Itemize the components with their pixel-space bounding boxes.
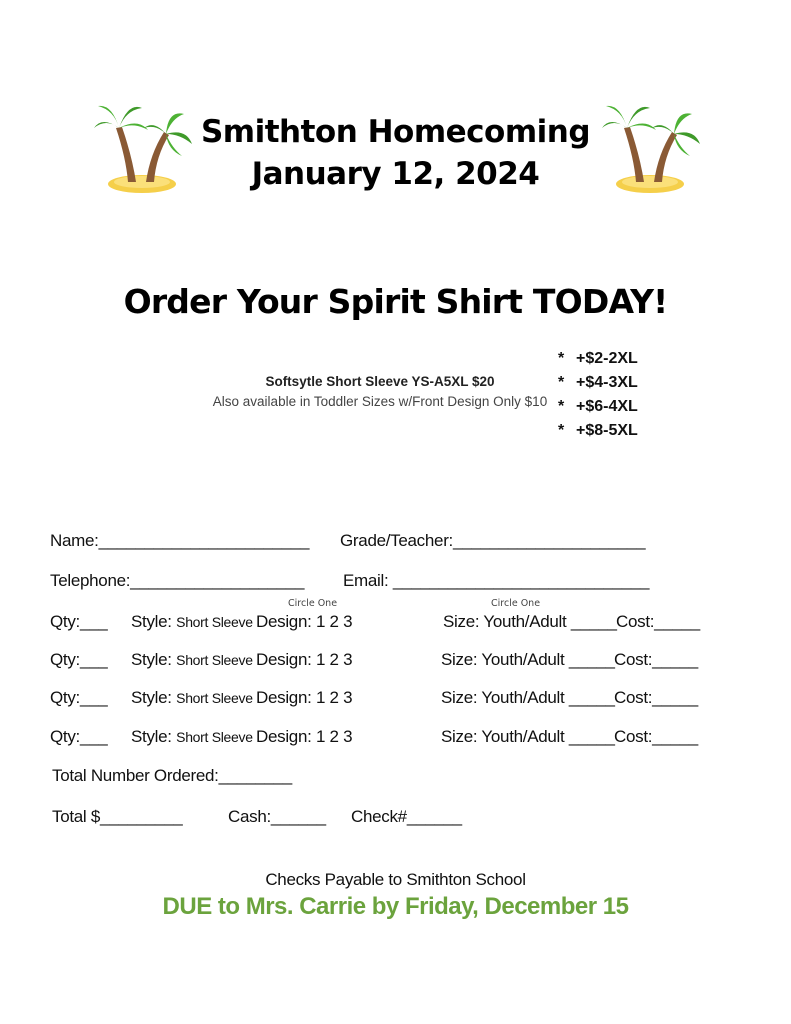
design-choice[interactable]: Design: 1 2 3: [256, 688, 353, 707]
price-sub: Also available in Toddler Sizes w/Front Design Only $10: [212, 394, 548, 409]
due-date-notice: DUE to Mrs. Carrie by Friday, December 15: [162, 893, 629, 920]
cost-field[interactable]: Cost:_____: [616, 612, 700, 631]
telephone-field[interactable]: Telephone:___________________: [50, 571, 305, 590]
email-field[interactable]: Email: ____________________________: [343, 571, 650, 590]
grade-teacher-field[interactable]: Grade/Teacher:_____________________: [340, 531, 646, 550]
cash-field[interactable]: Cash:______: [228, 807, 326, 826]
upcharge-item: * +$6-4XL: [558, 398, 638, 415]
style-field: Style: Short Sleeve: [131, 688, 253, 707]
size-field[interactable]: Size: Youth/Adult _____: [441, 650, 615, 669]
title-line-2: January 12, 2024: [251, 156, 540, 192]
cost-field[interactable]: Cost:_____: [614, 727, 698, 746]
qty-field[interactable]: Qty:___: [50, 612, 108, 631]
style-field: Style: Short Sleeve: [131, 650, 253, 669]
design-choice[interactable]: Design: 1 2 3: [256, 612, 353, 631]
upcharge-item: * +$2-2XL: [558, 350, 638, 367]
qty-field[interactable]: Qty:___: [50, 727, 108, 746]
design-choice[interactable]: Design: 1 2 3: [256, 650, 353, 669]
upcharge-item: * +$4-3XL: [558, 374, 638, 391]
upcharge-list: [558, 347, 638, 443]
total-amount-field[interactable]: Total $_________: [52, 807, 183, 826]
upcharge-item: * +$8-5XL: [558, 422, 638, 439]
circle-one-size-hint: Circle One: [491, 598, 541, 609]
size-field[interactable]: Size: Youth/Adult _____: [443, 612, 617, 631]
name-field[interactable]: Name:_______________________: [50, 531, 310, 550]
cost-field[interactable]: Cost:_____: [614, 688, 698, 707]
size-field[interactable]: Size: Youth/Adult _____: [441, 727, 615, 746]
headline: Order Your Spirit Shirt TODAY!: [123, 282, 668, 321]
price-main: Softsytle Short Sleeve YS-A5XL $20: [265, 374, 495, 389]
qty-field[interactable]: Qty:___: [50, 688, 108, 707]
checks-payable-note: Checks Payable to Smithton School: [265, 870, 526, 889]
size-field[interactable]: Size: Youth/Adult _____: [441, 688, 615, 707]
qty-field[interactable]: Qty:___: [50, 650, 108, 669]
total-ordered-field[interactable]: Total Number Ordered:________: [52, 766, 292, 785]
check-number-field[interactable]: Check#______: [351, 807, 462, 826]
title-line-1: Smithton Homecoming: [200, 114, 591, 150]
style-field: Style: Short Sleeve: [131, 727, 253, 746]
cost-field[interactable]: Cost:_____: [614, 650, 698, 669]
style-field: Style: Short Sleeve: [131, 612, 253, 631]
design-choice[interactable]: Design: 1 2 3: [256, 727, 353, 746]
circle-one-design-hint: Circle One: [288, 598, 338, 609]
